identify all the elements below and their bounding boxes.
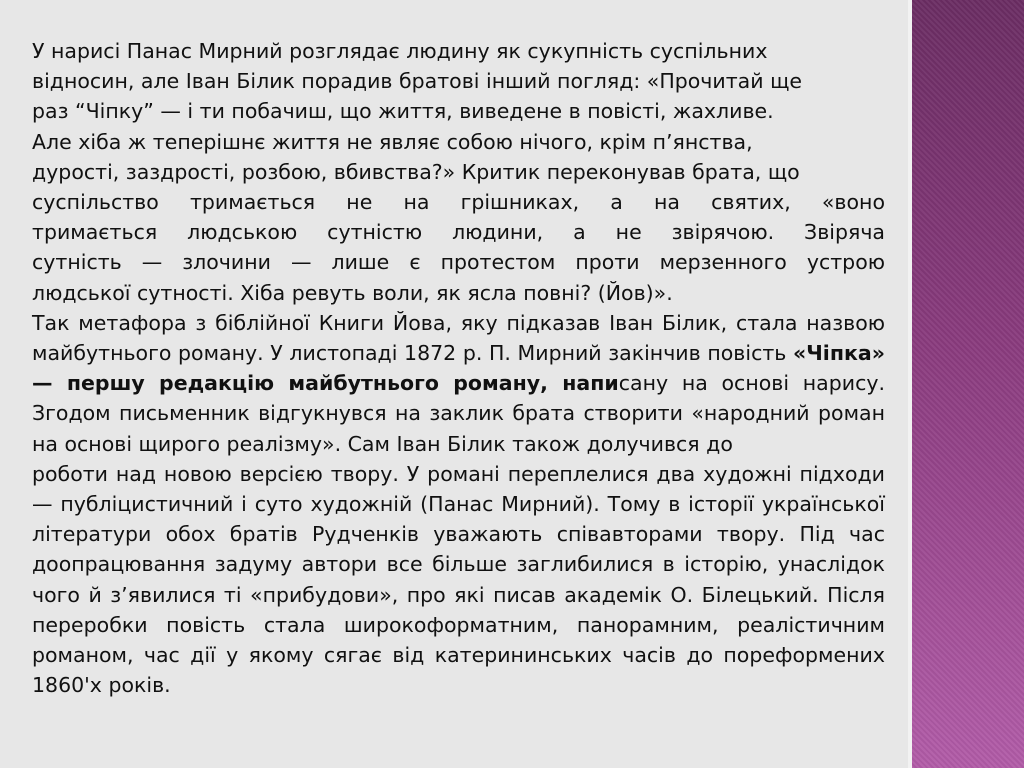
paragraph-line: сутність — злочини — лише є протестом проти мерзенного устрою	[32, 250, 885, 275]
paragraph-3: роботи над новою версією твору. У романі переплелися два художні підходи — публіцистичний і суто художній (Панас Мирний). Тому в історії української літератури обох братів Рудченків уважають співавторами твору. Під час доопрацювання задуму автори все більше заглибилися в історію, унаслідок чого й з’явилися ті «прибудови», про які писав академік О. Білецький. Після переробки повість стала широкоформатним, панорамним, реалістичним романом, час дії у якому сягає від катерининських часів до пореформених 1860'х років.	[32, 461, 885, 698]
paragraph-2-bold: «Чіпка» — першу редакцію майбутнього роману, напи	[32, 341, 885, 396]
decorative-side-bar	[912, 0, 1024, 768]
paragraph-line: раз “Чіпку” — і ти побачиш, що життя, виведене в повісті, жахливе.	[32, 99, 774, 124]
paragraph-2	[32, 308, 885, 459]
paragraph-line: людської сутності. Хіба ревуть воли, як ясла повні? (Йов)».	[32, 280, 673, 305]
text-block	[32, 36, 885, 700]
paragraph-2-rest: сану на основі нарису. Згодом письменник відгукнувся на заклик брата створити «народний роман на основі щирого реалізму». Сам Іван Білик також долучився до	[32, 371, 885, 456]
paragraph-line: У нарисі Панас Мирний розглядає людину як сукупність суспільних	[32, 39, 768, 63]
paragraph-line: дурості, заздрості, розбою, вбивства?» Критик переконував брата, що	[32, 159, 800, 184]
paragraph-line: суспільство тримається не на грішниках, а на святих, «воно	[32, 190, 885, 215]
paragraph-1	[32, 36, 885, 308]
paragraph-line: тримається людською сутністю людини, а не звірячою. Звіряча	[32, 220, 885, 245]
paragraph-2-start: Так метафора з біблійної Книги Йова, яку підказав Іван Білик, стала назвою майбутнього роману. У листопаді 1872 р. П. Мирний закінчив повість	[32, 310, 885, 366]
paragraph-line: відносин, але Іван Білик порадив братові інший погляд: «Прочитай ще	[32, 69, 803, 94]
paragraph-line: Але хіба ж теперішнє життя не являє собою нічого, крім п’янства,	[32, 129, 753, 154]
